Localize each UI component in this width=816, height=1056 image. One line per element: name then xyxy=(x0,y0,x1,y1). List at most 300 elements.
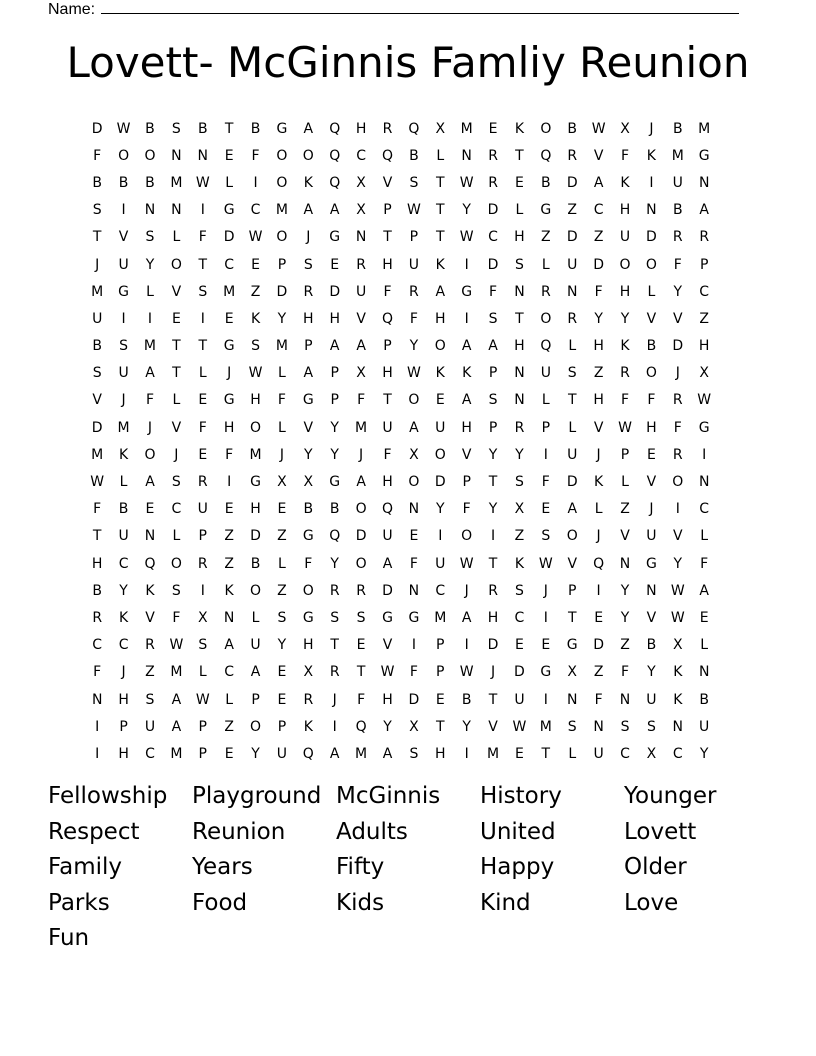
grid-letter: F xyxy=(225,446,234,463)
grid-letter: T xyxy=(172,338,181,355)
grid-letter: D xyxy=(566,229,578,246)
grid-letter: O xyxy=(645,365,657,382)
grid-letter: H xyxy=(382,474,393,491)
grid-letter: O xyxy=(434,338,446,355)
grid-letter: T xyxy=(92,229,102,246)
grid-letter: W xyxy=(248,229,263,246)
grid-letter: N xyxy=(514,283,525,300)
grid-letter: U xyxy=(144,718,156,735)
grid-letter: A xyxy=(329,745,340,762)
grid-letter: B xyxy=(567,120,578,137)
grid-letter: M xyxy=(460,120,473,137)
grid-letter: P xyxy=(277,718,287,735)
grid-letter: O xyxy=(566,528,578,545)
grid-letter: S xyxy=(198,283,208,300)
word-list xyxy=(48,779,768,957)
grid-letter: Y xyxy=(409,338,419,355)
grid-letter: H xyxy=(646,419,657,436)
grid-letter: J xyxy=(332,691,337,708)
grid-letter: A xyxy=(303,365,314,382)
grid-letter: J xyxy=(174,446,179,463)
grid-letter: X xyxy=(672,637,683,654)
grid-letter: U xyxy=(514,691,525,708)
grid-letter: U xyxy=(250,637,261,654)
grid-letter: P xyxy=(198,718,207,735)
grid-letter: R xyxy=(540,283,551,300)
grid-letter: J xyxy=(147,419,153,436)
grid-letter: O xyxy=(540,310,552,327)
grid-letter: Y xyxy=(699,745,709,762)
grid-letter: Z xyxy=(620,637,630,654)
grid-letter: Y xyxy=(462,718,471,735)
grid-letter: J xyxy=(464,582,469,599)
grid-letter: I xyxy=(332,718,337,735)
grid-letter: A xyxy=(461,392,472,409)
grid-letter: A xyxy=(250,664,261,681)
grid-letter: V xyxy=(382,174,393,191)
grid-letter: L xyxy=(172,528,181,545)
grid-letter: N xyxy=(408,582,420,599)
grid-letter: S xyxy=(92,202,102,219)
grid-letter: G xyxy=(645,555,657,572)
grid-letter: O xyxy=(170,555,182,572)
grid-letter: O xyxy=(672,474,684,491)
grid-letter: G xyxy=(408,609,420,626)
grid-letter: T xyxy=(435,174,445,191)
grid-letter: C xyxy=(593,202,604,219)
grid-letter: F xyxy=(462,501,471,518)
grid-letter: I xyxy=(411,637,416,654)
grid-letter: C xyxy=(224,256,235,273)
grid-letter: C xyxy=(488,229,498,246)
grid-letter: K xyxy=(673,664,683,681)
grid-letter: F xyxy=(277,392,286,409)
grid-letter: S xyxy=(488,310,498,327)
grid-letter: M xyxy=(170,745,183,762)
grid-letter: K xyxy=(435,365,445,382)
grid-letter: W xyxy=(195,174,210,191)
name-field xyxy=(48,0,739,19)
grid-letter: Z xyxy=(699,310,709,327)
grid-letter: E xyxy=(198,392,208,409)
grid-letter: B xyxy=(461,691,472,708)
grid-letter: C xyxy=(145,745,155,762)
grid-letter: K xyxy=(594,474,604,491)
grid-letter: I xyxy=(121,310,126,327)
grid-letter: S xyxy=(251,338,260,355)
grid-letter: B xyxy=(672,202,683,219)
grid-letter: B xyxy=(646,637,657,654)
grid-letter: O xyxy=(144,446,156,463)
grid-letter: D xyxy=(514,664,525,681)
grid-letter: N xyxy=(619,691,631,708)
grid-letter: G xyxy=(540,202,552,219)
grid-letter: T xyxy=(435,718,445,735)
grid-letter: E xyxy=(251,256,260,273)
grid-letter: L xyxy=(172,392,181,409)
grid-letter: S xyxy=(171,582,181,599)
grid-letter: S xyxy=(330,609,340,626)
grid-letter: K xyxy=(514,120,525,137)
grid-letter: X xyxy=(646,745,657,762)
grid-letter: A xyxy=(171,718,182,735)
grid-letter: V xyxy=(593,147,604,164)
grid-letter: Q xyxy=(329,147,341,164)
grid-letter: J xyxy=(675,365,680,382)
grid-letter: Q xyxy=(593,555,605,572)
grid-letter: C xyxy=(224,664,235,681)
grid-letter: R xyxy=(382,120,393,137)
grid-letter: Q xyxy=(381,310,393,327)
grid-letter: I xyxy=(200,310,205,327)
grid-letter: O xyxy=(302,147,314,164)
grid-letter: D xyxy=(593,256,604,273)
grid-letter: L xyxy=(594,501,603,518)
grid-letter: R xyxy=(488,582,498,599)
grid-letter: W xyxy=(406,202,421,219)
grid-letter: I xyxy=(200,582,205,599)
grid-letter: Y xyxy=(620,310,630,327)
grid-letter: J xyxy=(543,582,548,599)
grid-letter: F xyxy=(620,392,630,409)
grid-letter: R xyxy=(197,474,208,491)
grid-letter: B xyxy=(329,501,340,518)
grid-letter: T xyxy=(198,256,208,273)
grid-letter: A xyxy=(461,338,472,355)
grid-letter: J xyxy=(227,365,232,382)
grid-letter: I xyxy=(702,446,707,463)
grid-letter: C xyxy=(118,555,129,572)
grid-letter: W xyxy=(459,555,474,572)
grid-letter: E xyxy=(435,691,445,708)
grid-letter: E xyxy=(277,664,287,681)
grid-letter: F xyxy=(251,147,260,164)
grid-letter: R xyxy=(672,229,683,246)
grid-letter: F xyxy=(409,555,418,572)
grid-letter: E xyxy=(409,528,419,545)
grid-letter: N xyxy=(144,528,156,545)
grid-letter: N xyxy=(171,202,182,219)
grid-letter: H xyxy=(303,637,314,654)
grid-letter: E xyxy=(171,310,181,327)
grid-letter: J xyxy=(359,446,364,463)
grid-letter: Y xyxy=(145,256,155,273)
grid-letter: G xyxy=(223,392,235,409)
grid-letter: L xyxy=(541,256,550,273)
grid-letter: J xyxy=(121,392,126,409)
grid-letter: V xyxy=(118,229,129,246)
grid-letter: Y xyxy=(594,310,603,327)
grid-letter: X xyxy=(356,365,366,382)
grid-letter: E xyxy=(515,174,524,191)
grid-letter: H xyxy=(329,310,340,327)
grid-row xyxy=(84,604,744,631)
grid-letter: M xyxy=(170,664,183,681)
grid-letter: H xyxy=(382,365,393,382)
grid-letter: C xyxy=(620,745,630,762)
grid-letter: A xyxy=(145,365,155,382)
grid-letter: T xyxy=(330,637,339,654)
grid-letter: O xyxy=(408,474,420,491)
grid-letter: Q xyxy=(329,528,341,545)
grid-letter: W xyxy=(406,365,421,382)
grid-letter: D xyxy=(487,637,499,654)
grid-letter: A xyxy=(356,474,366,491)
grid-letter: U xyxy=(118,528,129,545)
grid-letter: O xyxy=(276,147,288,164)
grid-letter: I xyxy=(253,174,258,191)
grid-letter: J xyxy=(95,256,100,273)
grid-letter: H xyxy=(118,745,129,762)
grid-letter: V xyxy=(145,609,155,626)
grid-letter: M xyxy=(355,419,368,436)
grid-letter: B xyxy=(145,174,155,191)
grid-letter: V xyxy=(646,474,657,491)
grid-letter: J xyxy=(306,229,311,246)
grid-letter: M xyxy=(275,338,288,355)
grid-letter: I xyxy=(200,202,205,219)
grid-letter: E xyxy=(224,310,234,327)
grid-letter: H xyxy=(250,501,261,518)
grid-letter: R xyxy=(672,392,683,409)
grid-letter: H xyxy=(435,745,446,762)
grid-letter: U xyxy=(276,745,288,762)
grid-letter: R xyxy=(514,419,525,436)
grid-letter: A xyxy=(356,338,366,355)
grid-letter: K xyxy=(620,174,630,191)
grid-letter: E xyxy=(541,637,551,654)
grid-letter: V xyxy=(673,310,683,327)
grid-letter: R xyxy=(620,365,630,382)
grid-letter: U xyxy=(593,745,604,762)
grid-letter: H xyxy=(593,338,604,355)
grid-letter: Y xyxy=(462,202,471,219)
grid-row xyxy=(84,305,744,332)
grid-letter: C xyxy=(171,501,182,518)
grid-letter: H xyxy=(223,419,235,436)
grid-letter: O xyxy=(144,147,156,164)
word-list-item: Older xyxy=(624,854,687,880)
grid-letter: Y xyxy=(330,419,339,436)
grid-letter: G xyxy=(698,147,710,164)
grid-letter: N xyxy=(566,283,578,300)
grid-letter: W xyxy=(459,174,474,191)
grid-letter: R xyxy=(329,582,340,599)
grid-letter: V xyxy=(620,528,630,545)
grid-letter: F xyxy=(673,419,682,436)
grid-letter: X xyxy=(409,718,419,735)
grid-letter: F xyxy=(93,147,102,164)
grid-letter: P xyxy=(541,419,551,436)
grid-letter: D xyxy=(329,283,341,300)
grid-letter: E xyxy=(515,745,524,762)
word-list-item: Love xyxy=(624,889,679,916)
grid-letter: I xyxy=(121,202,126,219)
grid-letter: S xyxy=(356,609,366,626)
grid-letter: S xyxy=(409,174,419,191)
grid-letter: E xyxy=(224,745,234,762)
grid-letter: J xyxy=(596,528,601,545)
grid-letter: S xyxy=(646,718,656,735)
grid-row xyxy=(84,278,744,305)
grid-letter: I xyxy=(147,310,153,327)
grid-letter: M xyxy=(434,609,447,626)
grid-letter: P xyxy=(277,256,287,273)
grid-letter: U xyxy=(646,691,657,708)
grid-letter: R xyxy=(145,637,155,654)
grid-letter: A xyxy=(488,338,498,355)
grid-letter: Z xyxy=(593,365,604,382)
grid-letter: J xyxy=(490,664,496,681)
word-list-item: Respect xyxy=(48,818,140,845)
grid-letter: W xyxy=(697,392,712,409)
grid-letter: P xyxy=(198,745,207,762)
grid-letter: F xyxy=(700,555,709,572)
grid-letter: S xyxy=(567,365,577,382)
grid-letter: V xyxy=(673,528,683,545)
grid-letter: G xyxy=(698,419,710,436)
grid-letter: Z xyxy=(250,283,261,300)
grid-letter: W xyxy=(670,582,685,599)
grid-letter: S xyxy=(119,338,129,355)
grid-letter: N xyxy=(171,147,182,164)
grid-letter: Y xyxy=(304,446,313,463)
grid-letter: X xyxy=(356,174,366,191)
grid-letter: K xyxy=(462,365,472,382)
grid-letter: G xyxy=(329,474,341,491)
grid-letter: E xyxy=(224,147,234,164)
grid-letter: H xyxy=(619,283,631,300)
grid-letter: D xyxy=(250,528,261,545)
word-list-item: Adults xyxy=(336,818,408,845)
word-list-item: Kids xyxy=(336,889,385,916)
grid-letter: H xyxy=(355,120,367,137)
grid-letter: B xyxy=(92,582,102,599)
grid-letter: U xyxy=(118,256,129,273)
grid-letter: Z xyxy=(145,664,155,681)
grid-letter: Q xyxy=(302,745,314,762)
grid-letter: S xyxy=(567,718,577,735)
grid-letter: M xyxy=(143,338,157,355)
grid-letter: N xyxy=(91,691,103,708)
grid-letter: E xyxy=(594,609,604,626)
grid-letter: Y xyxy=(620,609,630,626)
grid-letter: M xyxy=(355,745,368,762)
grid-row xyxy=(84,550,744,577)
grid-letter: D xyxy=(434,474,446,491)
grid-letter: F xyxy=(409,664,418,681)
grid-letter: B xyxy=(250,555,261,572)
grid-letter: I xyxy=(464,256,469,273)
grid-letter: T xyxy=(198,338,208,355)
grid-letter: B xyxy=(541,174,551,191)
grid-letter: N xyxy=(408,501,420,518)
grid-letter: A xyxy=(171,691,182,708)
grid-letter: A xyxy=(382,745,393,762)
grid-letter: W xyxy=(670,609,685,626)
grid-letter: E xyxy=(356,637,366,654)
grid-letter: D xyxy=(566,174,578,191)
grid-letter: H xyxy=(303,310,314,327)
grid-letter: F xyxy=(93,501,102,518)
grid-letter: P xyxy=(330,365,339,382)
grid-row xyxy=(84,169,744,196)
grid-letter: H xyxy=(461,419,472,436)
grid-letter: R xyxy=(356,256,366,273)
grid-letter: R xyxy=(567,147,578,164)
grid-letter: S xyxy=(488,392,498,409)
grid-letter: S xyxy=(620,718,630,735)
grid-letter: J xyxy=(649,120,654,137)
grid-letter: G xyxy=(461,283,473,300)
grid-letter: A xyxy=(329,202,340,219)
word-list-item: Parks xyxy=(48,889,110,916)
grid-letter: Y xyxy=(515,446,524,463)
grid-letter: K xyxy=(303,174,313,191)
grid-letter: P xyxy=(383,338,392,355)
grid-letter: S xyxy=(171,474,181,491)
grid-letter: A xyxy=(224,637,234,654)
grid-letter: T xyxy=(92,528,102,545)
grid-letter: B xyxy=(250,120,261,137)
grid-letter: S xyxy=(515,582,524,599)
grid-letter: T xyxy=(515,310,524,327)
word-list-item: Happy xyxy=(480,854,555,880)
grid-letter: N xyxy=(566,691,578,708)
grid-letter: H xyxy=(382,691,393,708)
grid-letter: J xyxy=(121,664,126,681)
word-list-item: Fellowship xyxy=(48,783,168,809)
grid-letter: N xyxy=(223,609,235,626)
grid-letter: L xyxy=(436,147,445,164)
grid-letter: U xyxy=(619,229,631,246)
grid-letter: U xyxy=(435,419,446,436)
grid-letter: L xyxy=(541,392,550,409)
grid-letter: K xyxy=(673,691,683,708)
grid-letter: M xyxy=(249,446,262,463)
grid-letter: D xyxy=(91,120,103,137)
grid-letter: A xyxy=(461,609,472,626)
grid-letter: A xyxy=(145,474,155,491)
grid-letter: L xyxy=(278,555,286,572)
grid-letter: S xyxy=(198,637,208,654)
word-list-item: Family xyxy=(48,854,123,880)
word-list-item: Playground xyxy=(192,783,322,809)
grid-letter: C xyxy=(356,147,366,164)
grid-letter: Z xyxy=(224,718,234,735)
grid-letter: N xyxy=(514,392,525,409)
grid-letter: O xyxy=(250,582,262,599)
grid-letter: F xyxy=(383,283,392,300)
grid-letter: X xyxy=(277,474,287,491)
grid-letter: K xyxy=(620,338,630,355)
grid-letter: W xyxy=(116,120,131,137)
grid-letter: X xyxy=(197,609,208,626)
grid-row xyxy=(84,115,744,142)
grid-letter: T xyxy=(383,229,392,246)
grid-letter: T xyxy=(435,202,445,219)
grid-letter: G xyxy=(118,283,130,300)
grid-letter: A xyxy=(699,582,709,599)
grid-letter: B xyxy=(197,120,208,137)
grid-letter: P xyxy=(568,582,577,599)
grid-letter: C xyxy=(699,283,710,300)
grid-letter: U xyxy=(382,528,393,545)
grid-letter: D xyxy=(566,474,578,491)
grid-letter: N xyxy=(698,664,710,681)
grid-letter: O xyxy=(250,718,262,735)
grid-row xyxy=(84,577,744,604)
